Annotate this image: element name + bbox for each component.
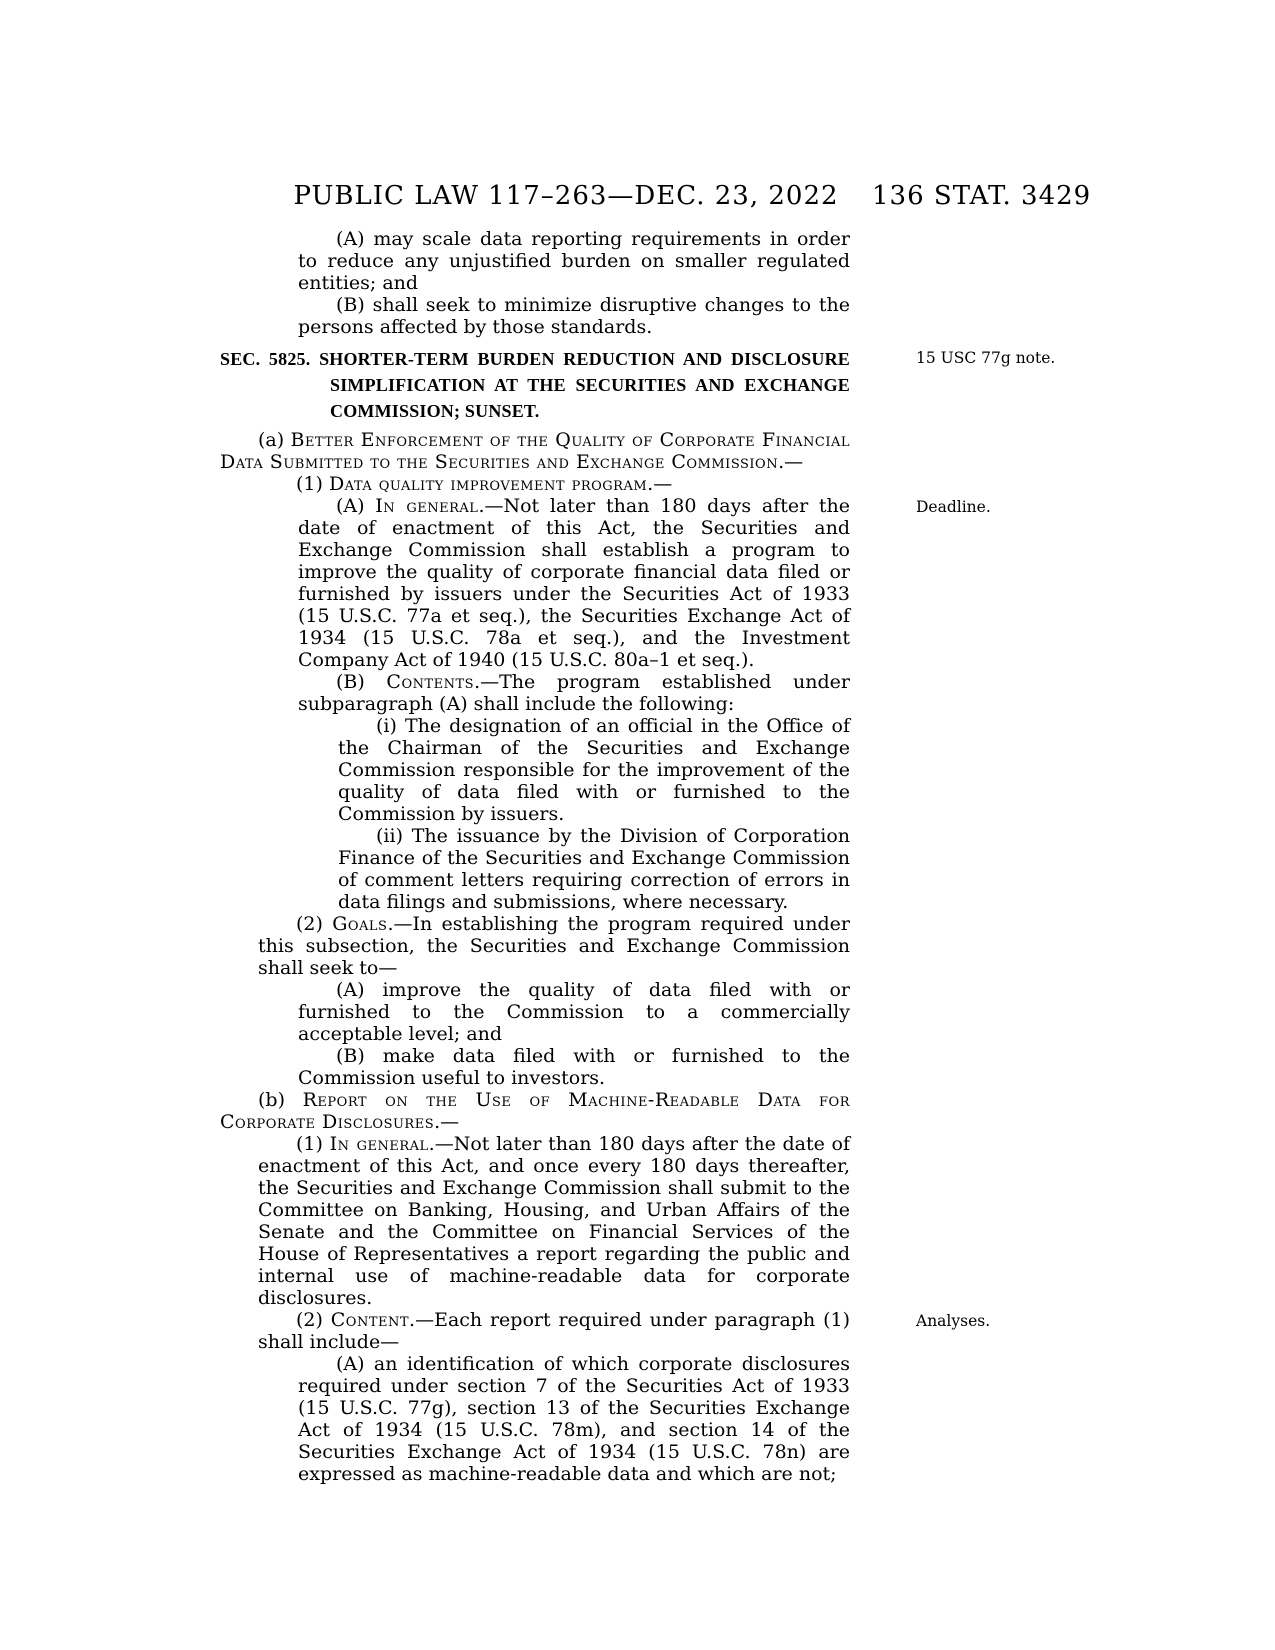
text-run: .—Not later than 180 days after the date of enactment of this Act, the Securities and Exchange Commission shall establish a program to improve the quality of corporate financial data filed or furnished by issuers under the Securities Act of 1933 (15 U.S.C. 77a et seq.), the Securities Exchange Act of 1934 (15 U.S.C. 78a et seq.), and the Investment Company Act of 1940 (15 U.S.C. 80a–1 et seq.). [298, 495, 850, 671]
text-run: (B) make data filed with or furnished to the Commission useful to investors. [298, 1045, 850, 1089]
text-run: (A) may scale data reporting requirements in order to reduce any unjustified burden on smaller regulated entities; and [298, 228, 850, 294]
defined-term: In general [375, 495, 479, 517]
paragraph [298, 294, 850, 338]
text-run: .—The program established under subparagraph (A) shall include the following: [298, 671, 851, 715]
section-title: SHORTER-TERM BURDEN REDUCTION AND DISCLOSURE SIMPLIFICATION AT THE SECURITIES AND EXCHANGE COMMISSION; SUNSET. [319, 349, 850, 421]
section-heading [220, 346, 850, 424]
paragraph [338, 715, 850, 825]
text-run: .—Each report required under paragraph (1) shall include— [258, 1309, 851, 1353]
paragraph [298, 979, 850, 1045]
defined-term: Report on the Use of Machine-Readable Data for Corporate Disclosures [220, 1089, 851, 1133]
running-header-law: PUBLIC LAW 117–263—DEC. 23, 2022 [293, 181, 839, 211]
defined-term: Content [330, 1309, 410, 1331]
text-run: (2) [296, 1309, 331, 1331]
text-run: .—In establishing the program required under this subsection, the Securities and Exchange Commission shall seek to— [258, 913, 850, 979]
text-run: (ii) The issuance by the Division of Corporation Finance of the Securities and Exchange Commission of comment letters requiring correction of errors in data filings and submissions, where necessary. [338, 825, 850, 913]
paragraph [298, 495, 850, 671]
text-run: (1) [296, 473, 329, 495]
text-run: .— [778, 451, 804, 473]
defined-term: In general [329, 1133, 429, 1155]
margin-note: Deadline. [916, 498, 991, 516]
text-run: (B) shall seek to minimize disruptive changes to the persons affected by those standards. [298, 294, 850, 338]
section-number: SEC. 5825. [220, 349, 311, 369]
margin-note: Analyses. [916, 1312, 991, 1330]
text-run: (2) [296, 913, 333, 935]
defined-term: Contents [386, 671, 475, 693]
text-run: (A) improve the quality of data filed with or furnished to the Commission to a commercially acceptable level; and [298, 979, 850, 1045]
text-run: .— [434, 1111, 460, 1133]
text-run: (A) an identification of which corporate disclosures required under section 7 of the Securities Act of 1933 (15 U.S.C. 77g), section 13 of the Securities Exchange Act of 1934 (15 U.S.C. 78m), and section 14 of the Securities Exchange Act of 1934 (15 U.S.C. 78n) are expressed as machine-readable data and which are not; [298, 1353, 850, 1485]
paragraph [220, 429, 850, 473]
paragraph [258, 913, 850, 979]
text-run: .— [647, 473, 673, 495]
paragraph [298, 1045, 850, 1089]
defined-term: Better Enforcement of the Quality of Corporate Financial Data Submitted to the Securities and Exchange Commission [220, 429, 850, 473]
content-column [220, 228, 850, 1485]
text-run: (1) [296, 1133, 330, 1155]
margin-note: 15 USC 77g note. [916, 349, 1056, 367]
paragraph [338, 825, 850, 913]
defined-term: Data quality improvement program [328, 473, 648, 495]
text-run: .—Not later than 180 days after the date of enactment of this Act, and once every 180 days thereafter, the Securities and Exchange Commission shall submit to the Committee on Banking, Housing, and Urban Affairs of the Senate and the Committee on Financial Services of the House of Representatives a report regarding the public and internal use of machine-readable data for corporate disclosures. [258, 1133, 850, 1309]
paragraph [258, 473, 850, 495]
document-body [220, 228, 850, 1485]
paragraph [258, 1309, 850, 1353]
paragraph [298, 1353, 850, 1485]
paragraph [220, 1089, 850, 1133]
text-run: (i) The designation of an official in the Office of the Chairman of the Securities and Exchange Commission responsible for the improvement of the quality of data filed with or furnished to the Commission by issuers. [338, 715, 850, 825]
text-run: (b) [258, 1089, 303, 1111]
paragraph [298, 228, 850, 294]
defined-term: Goals [332, 913, 388, 935]
running-header-stat-page: 136 STAT. 3429 [872, 181, 1092, 211]
paragraph [298, 671, 850, 715]
paragraph [258, 1133, 850, 1309]
text-run: (a) [258, 429, 291, 451]
text-run: (B) [336, 671, 387, 693]
text-run: (A) [336, 495, 376, 517]
